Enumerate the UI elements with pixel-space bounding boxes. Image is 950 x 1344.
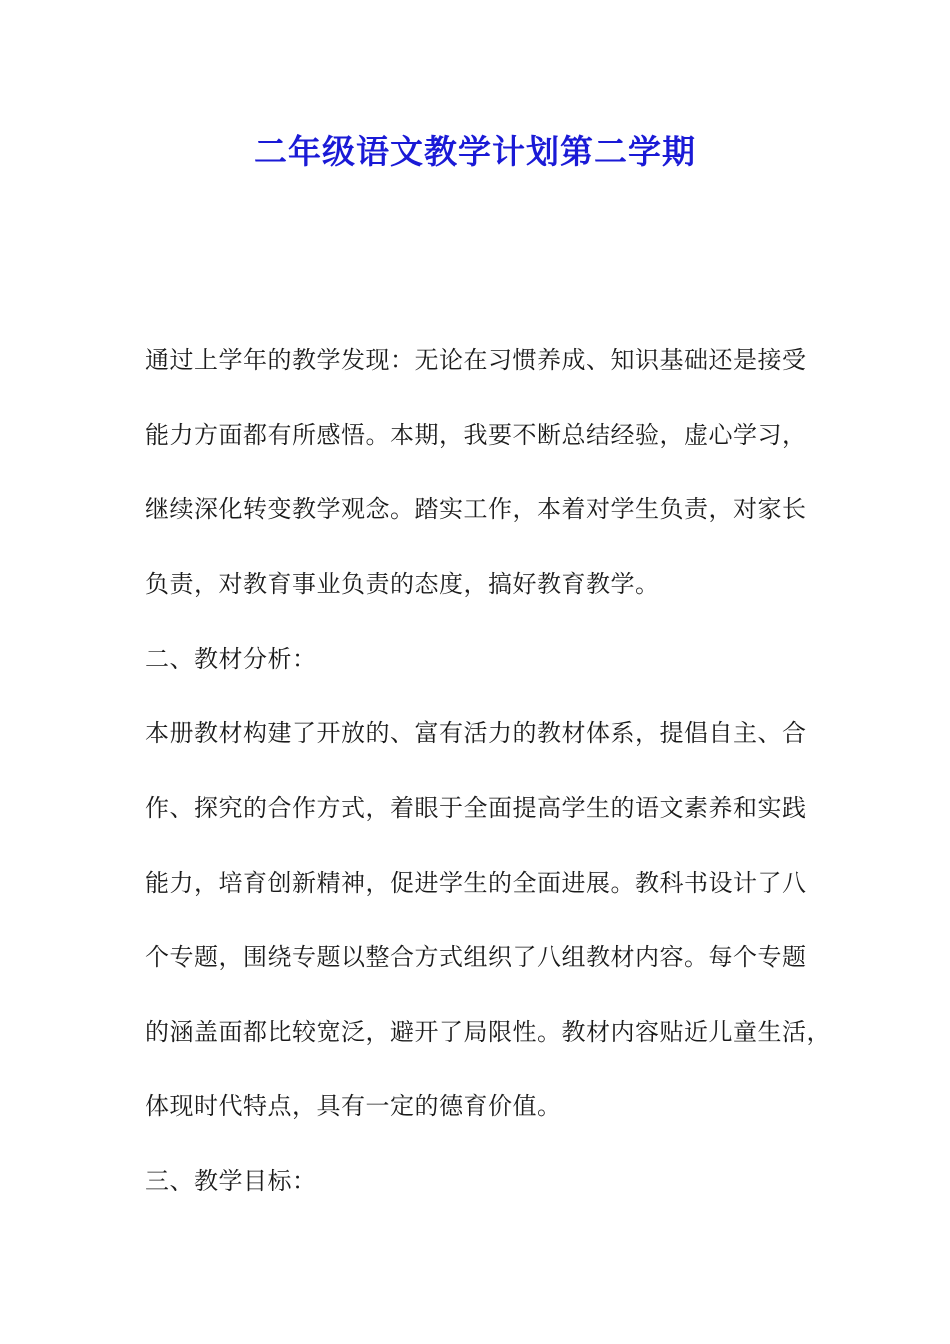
section-heading: 三、教学目标： xyxy=(145,1167,317,1195)
body-line: 本册教材构建了开放的、富有活力的教材体系，提倡自主、合 xyxy=(145,719,807,747)
body-line: 体现时代特点，具有一定的德育价值。 xyxy=(145,1092,562,1120)
body-line: 个专题，围绕专题以整合方式组织了八组教材内容。每个专题 xyxy=(145,943,807,971)
body-line: 的涵盖面都比较宽泛，避开了局限性。教材内容贴近儿童生活， xyxy=(145,1018,831,1046)
body-line: 能力，培育创新精神，促进学生的全面进展。教科书设计了八 xyxy=(145,869,807,897)
section-heading: 二、教材分析： xyxy=(145,645,317,673)
body-line: 继续深化转变教学观念。踏实工作，本着对学生负责，对家长 xyxy=(145,495,807,523)
document-title: 二年级语文教学计划第二学期 xyxy=(254,132,696,171)
body-line: 能力方面都有所感悟。本期，我要不断总结经验，虚心学习， xyxy=(145,421,807,449)
body-line: 作、探究的合作方式，着眼于全面提高学生的语文素养和实践 xyxy=(145,794,807,822)
body-line: 通过上学年的教学发现：无论在习惯养成、知识基础还是接受 xyxy=(145,346,807,374)
body-line: 负责，对教育事业负责的态度，搞好教育教学。 xyxy=(145,570,660,598)
